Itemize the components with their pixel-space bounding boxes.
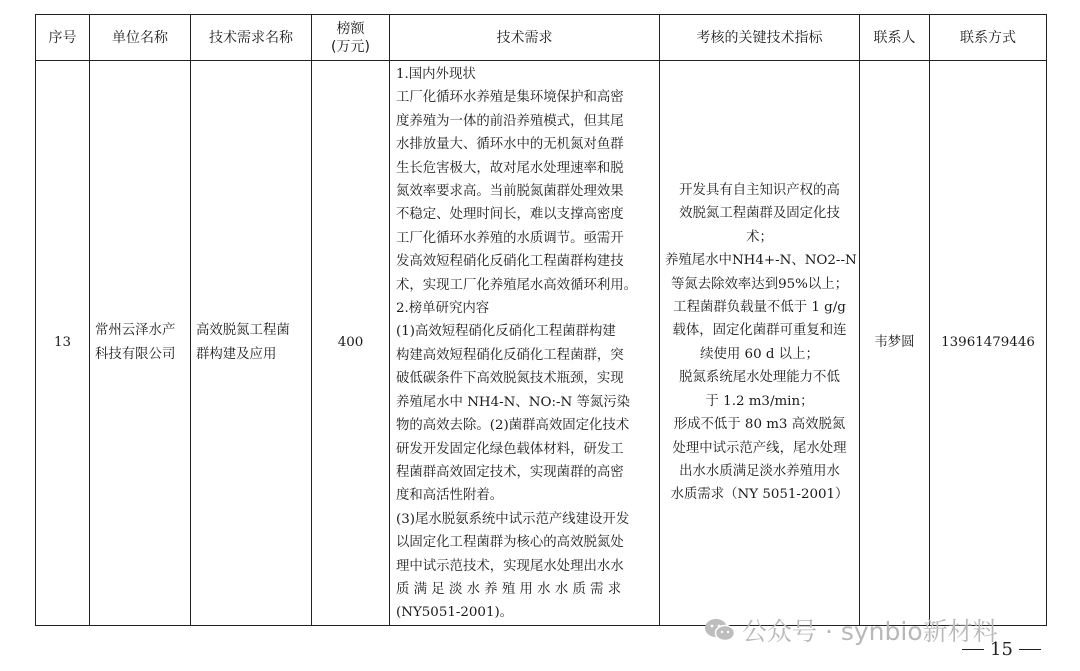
header-amount-text [314, 20, 387, 56]
cell-phone: 13961479446 [930, 61, 1047, 626]
page-dash-left [962, 649, 984, 651]
kpi-line: 工程菌群负载量不低于 1 g/g [673, 300, 846, 316]
header-requirement: 技术需求 [390, 15, 660, 61]
watermark-text: 公众号 · synbio新材料 [742, 617, 998, 646]
kpi-line: 形成不低于 80 m3 高效脱氮 [673, 417, 846, 433]
cell-amount: 400 [312, 61, 390, 626]
kpi-line: 出水水质满足淡水养殖用水 [679, 463, 840, 479]
kpi-line: 养殖尾水中NH4+-N、NO2--N [665, 253, 857, 269]
cell-requirement [390, 61, 660, 626]
wechat-icon [704, 617, 736, 643]
cell-contact: 韦梦圆 [860, 61, 930, 626]
header-amount-line: 榜额 [336, 20, 365, 37]
kpi-line: 水质需求（NY 5051-2001） [670, 487, 849, 503]
kpi-line: 术； [746, 229, 773, 245]
page-number [956, 639, 1047, 660]
requirement-line: 度养殖为一体的前沿养殖模式，但其尾 [396, 113, 624, 129]
kpi-line: 等氮去除效率达到95%以上； [670, 276, 849, 292]
cell-org-line: 常州云泽水产 [95, 323, 176, 339]
kpi-line: 脱氮系统尾水处理能力不低 [679, 370, 840, 386]
requirement-line: 工厂化循环水养殖的水质调节。亟需开 [396, 230, 624, 246]
requirement-line: 研发开发固定化绿色载体材料，研发工 [396, 441, 624, 457]
requirement-line: 养殖尾水中 NH4-N、NO:-N 等氮污染 [396, 394, 631, 410]
requirement-line: 破低碳条件下高效脱氮技术瓶颈，实现 [396, 371, 624, 387]
header-demand-name: 技术需求名称 [191, 15, 312, 61]
requirement-line: 1.国内外现状 [396, 67, 476, 82]
requirement-line: 发高效短程硝化反硝化工程菌群构建技 [396, 254, 624, 270]
requirement-line: 工厂化循环水养殖是集环境保护和高密 [396, 90, 624, 106]
requirement-line: 以固定化工程菌群为核心的高效脱氮处 [396, 535, 624, 551]
requirement-line: (3)尾水脱氨系统中试示范产线建设开发 [396, 511, 630, 527]
kpi-line: 开发具有自主知识产权的高 [679, 183, 840, 199]
cell-name-line: 群构建及应用 [196, 346, 277, 362]
requirement-line: 不稳定、处理时间长，难以支撑高密度 [396, 207, 624, 223]
tech-demand-table [35, 14, 1047, 626]
requirement-line: (1)高效短程硝化反硝化工程菌群构建 [396, 324, 616, 340]
requirement-line: 程菌群高效固定技术，实现菌群的高密 [396, 464, 624, 480]
requirement-line: 度和高活性附着。 [396, 488, 504, 504]
kpi-line: 载体，固定化菌群可重复和连 [672, 323, 847, 339]
requirement-line: 构建高效短程硝化反硝化工程菌群，突 [396, 347, 624, 363]
requirement-line: 物的高效去除。(2)菌群高效固定化技术 [396, 418, 630, 434]
requirement-line: (NY5051-2001)。 [396, 605, 514, 621]
header-index: 序号 [36, 15, 90, 61]
header-phone: 联系方式 [930, 15, 1047, 61]
header-amount [312, 15, 390, 61]
kpi-line: 于 1.2 m3/min； [705, 393, 814, 409]
header-contact: 联系人 [860, 15, 930, 61]
page-dash-right [1019, 649, 1041, 651]
requirement-line: 术，实现工厂化养殖尾水高效循环利用。 [396, 277, 638, 293]
header-kpi: 考核的关键技术指标 [660, 15, 860, 61]
kpi-line: 处理中试示范产线，尾水处理 [672, 440, 847, 456]
header-row [36, 15, 1047, 61]
requirement-line: 2.榜单研究内容 [396, 301, 490, 317]
header-org: 单位名称 [90, 15, 191, 61]
table-row [36, 61, 1047, 626]
cell-name-line: 高效脱氮工程菌 [196, 323, 290, 339]
watermark [704, 612, 998, 648]
cell-kpi [660, 61, 860, 626]
requirement-line: 质 满 足 淡 水 养 殖 用 水 水 质 需 求 [396, 581, 622, 597]
requirement-line: 理中试示范技术，实现尾水处理出水水 [396, 558, 624, 574]
page-number-text: 15 [990, 639, 1013, 660]
requirement-line: 生长危害极大，故对尾水处理速率和脱 [396, 160, 624, 176]
kpi-line: 续使用 60 d 以上； [700, 346, 819, 362]
requirement-line: 水排放量大、循环水中的无机氮对鱼群 [396, 137, 624, 153]
cell-org-line: 科技有限公司 [95, 346, 176, 362]
cell-index: 13 [36, 61, 90, 626]
header-amount-line: (万元) [331, 38, 370, 55]
cell-demand-name [191, 61, 312, 626]
requirement-line: 氮效率要求高。当前脱氮菌群处理效果 [396, 184, 624, 200]
cell-org [90, 61, 191, 626]
kpi-line: 效脱氮工程菌群及固定化技 [679, 206, 840, 222]
